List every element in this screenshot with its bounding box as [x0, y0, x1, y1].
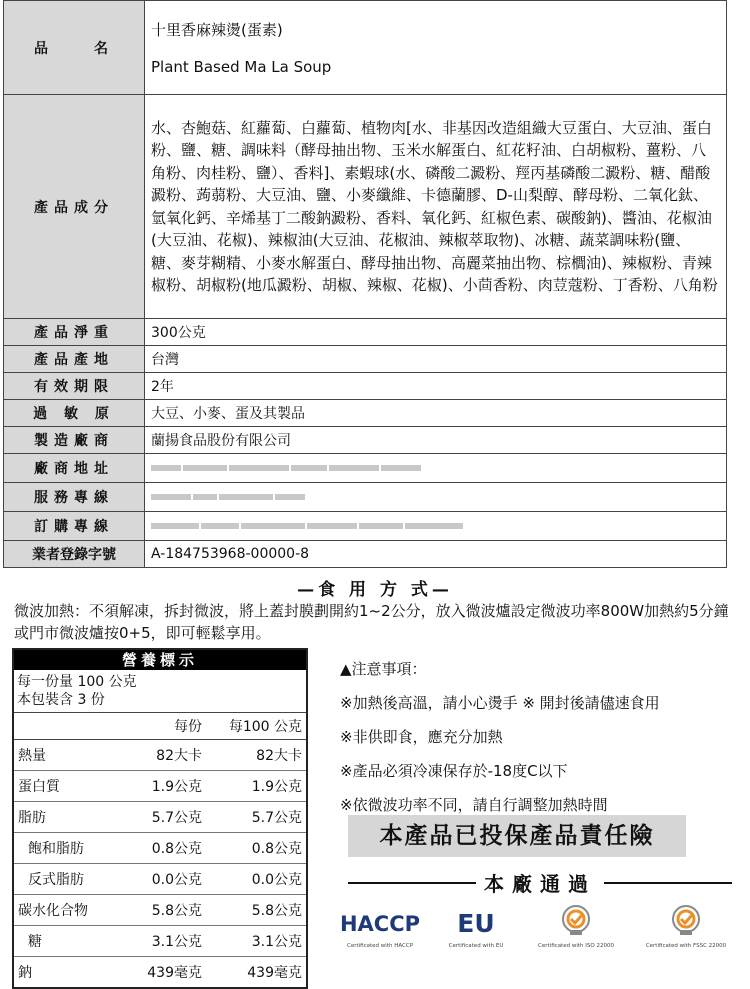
- nutrient-per-serving: 439毫克: [147, 965, 202, 981]
- nutrition-row: [14, 771, 306, 802]
- nutrient-per-serving: 3.1公克: [151, 934, 202, 950]
- cert-caption: Certificated with HACCP: [346, 943, 414, 949]
- divider: [348, 882, 476, 884]
- product-name-zh: 十里香麻辣燙(蛋素): [151, 21, 283, 39]
- detail-label: 過 敏 原: [4, 400, 145, 427]
- fssc22000-cert: [636, 900, 736, 949]
- certification-heading: [340, 868, 740, 897]
- haccp-logo: HACCP: [339, 912, 421, 936]
- registration-row: [4, 541, 727, 568]
- nutrient-per-serving: 82大卡: [156, 748, 202, 764]
- name-label: 品 名: [4, 1, 145, 95]
- product-name-en: Plant Based Ma La Soup: [151, 58, 332, 76]
- detail-row: [4, 373, 727, 400]
- service-line-label: 服務專線: [4, 483, 145, 512]
- cert-caption: Certificated with ISO 22000: [538, 943, 614, 949]
- nutrient-name: 鈉: [18, 965, 32, 981]
- nutrient-per-100g: 82大卡: [256, 748, 302, 764]
- address-label: 廠商地址: [4, 454, 145, 483]
- detail-row: [4, 400, 727, 427]
- nutrient-name: 熱量: [18, 748, 46, 764]
- nutrient-name: 脂肪: [18, 810, 46, 826]
- nutrient-name: 反式脂肪: [28, 872, 84, 888]
- eu-logo: EU: [457, 909, 495, 938]
- nutrient-per-serving: 5.7公克: [151, 810, 202, 826]
- nutrient-per-100g: 5.8公克: [251, 903, 302, 919]
- product-info-table: [3, 0, 727, 568]
- detail-value: 300公克: [145, 319, 727, 346]
- certification-logos: [330, 900, 740, 960]
- nutrient-name: 糖: [28, 934, 42, 950]
- detail-label: 有效期限: [4, 373, 145, 400]
- cert-caption: Certificated with EU: [448, 943, 504, 949]
- method-title: —食 用 方 式—: [297, 580, 453, 600]
- detail-value: 台灣: [145, 346, 727, 373]
- detail-row: [4, 346, 727, 373]
- nutrient-name: 蛋白質: [18, 779, 60, 795]
- ingredients-label: 產品成分: [4, 95, 145, 319]
- sgs-seal-icon: [668, 904, 704, 938]
- nutrient-per-100g: 0.0公克: [251, 872, 302, 888]
- nutrient-per-serving: 5.8公克: [151, 903, 202, 919]
- nutrient-per-serving: 0.0公克: [151, 872, 202, 888]
- nutrient-per-serving: 1.9公克: [151, 779, 202, 795]
- iso22000-cert: [526, 900, 626, 949]
- detail-label: 製造廠商: [4, 427, 145, 454]
- nutrient-per-100g: 0.8公克: [251, 841, 302, 857]
- col-per-100g: 每100 公克: [228, 719, 302, 735]
- insurance-banner: 本產品已投保產品責任險: [348, 815, 686, 857]
- detail-value: 2年: [145, 373, 727, 400]
- col-per-serving: 每份: [174, 719, 202, 735]
- ingredients-text: 水、杏鮑菇、紅蘿蔔、白蘿蔔、植物肉[水、非基因改造組織大豆蛋白、大豆油、蛋白粉、鹽、糖、調味料（酵母抽出物、玉米水解蛋白、紅花籽油、白胡椒粉、薑粉、八角粉、肉桂粉、鹽）、香料]、素蝦球(水、磷酸二澱粉、羥丙基磷酸二澱粉、糖、醋酸澱粉、蒟蒻粉、大豆油、鹽、小麥纖維、卡德蘭膠、D-山梨醇、酵母粉、二氧化鈦、氫氧化鈣、辛烯基丁二酸鈉澱粉、香料、氧化鈣、紅椒色素、碳酸鈉)、醬油、花椒油(大豆油、花椒)、辣椒油(大豆油、花椒油、辣椒萃取物)、冰糖、蔬菜調味粉(鹽、糖、麥芽糊精、小麥水解蛋白、酵母抽出物、高麗菜抽出物、棕櫚油)、辣椒粉、青辣椒粉、胡椒粉(地瓜澱粉、胡椒、辣椒、花椒)、小茴香粉、肉荳蔻粉、丁香粉、八角粉: [151, 118, 718, 294]
- detail-value: 蘭揚食品股份有限公司: [145, 427, 727, 454]
- sgs-seal-icon: [558, 904, 594, 938]
- redacted-row: [4, 454, 727, 483]
- nutrition-header-row: [14, 713, 306, 740]
- eu-cert: [426, 900, 526, 949]
- notes-title: ▲注意事項：: [340, 660, 427, 678]
- note-item: ※非供即食，應充分加熱: [340, 728, 503, 746]
- nutrition-row: [14, 895, 306, 926]
- note-item: ※依微波功率不同，請自行調整加熱時間: [340, 796, 608, 814]
- servings-per-package: 本包裝含 3 份: [17, 692, 105, 708]
- certification-heading-text: 本廠通過: [484, 872, 596, 896]
- nutrient-per-100g: 3.1公克: [251, 934, 302, 950]
- nutrition-row: [14, 926, 306, 957]
- redacted-value: [145, 454, 727, 483]
- divider: [604, 882, 732, 884]
- nutrition-serving-info: [14, 670, 306, 713]
- detail-label: 產品淨重: [4, 319, 145, 346]
- nutrition-title: 營養標示: [14, 650, 306, 670]
- registration-value: A-184753968-00000-8: [145, 541, 727, 568]
- detail-label: 產品產地: [4, 346, 145, 373]
- nutrition-row: [14, 740, 306, 771]
- detail-row: [4, 319, 727, 346]
- redacted-value: [145, 483, 727, 512]
- nutrition-row: [14, 833, 306, 864]
- nutrient-per-100g: 5.7公克: [251, 810, 302, 826]
- order-line-label: 訂購專線: [4, 512, 145, 541]
- note-item: ※加熱後高溫，請小心燙手 ※ 開封後請儘速食用: [340, 694, 660, 712]
- method-text: 微波加熱：不須解凍，拆封微波，將上蓋封膜劃開約1~2公分，放入微波爐設定微波功率800W加熱約5分鐘或門市微波爐按0+5，即可輕鬆享用。: [14, 602, 729, 642]
- cert-caption: Certificated with FSSC 22000: [645, 943, 727, 949]
- nutrition-facts-table: [12, 648, 308, 989]
- redacted-value: [145, 512, 727, 541]
- nutrient-name: 碳水化合物: [18, 903, 88, 919]
- notes-section: [340, 652, 740, 822]
- detail-row: [4, 427, 727, 454]
- nutrition-row: [14, 864, 306, 895]
- note-item: ※產品必須冷凍保存於-18度C以下: [340, 762, 568, 780]
- nutrient-per-100g: 1.9公克: [251, 779, 302, 795]
- detail-value: 大豆、小麥、蛋及其製品: [145, 400, 727, 427]
- haccp-cert: [330, 900, 430, 949]
- nutrition-row: [14, 957, 306, 987]
- nutrition-rows: [14, 740, 306, 987]
- redacted-row: [4, 512, 727, 541]
- nutrition-row: [14, 802, 306, 833]
- serving-size: 每一份量 100 公克: [17, 674, 137, 690]
- redacted-row: [4, 483, 727, 512]
- nutrient-per-serving: 0.8公克: [151, 841, 202, 857]
- nutrient-per-100g: 439毫克: [247, 965, 302, 981]
- nutrient-name: 飽和脂肪: [28, 841, 84, 857]
- product-name-row: [4, 1, 727, 95]
- ingredients-row: [4, 95, 727, 319]
- registration-label: 業者登錄字號: [4, 541, 145, 568]
